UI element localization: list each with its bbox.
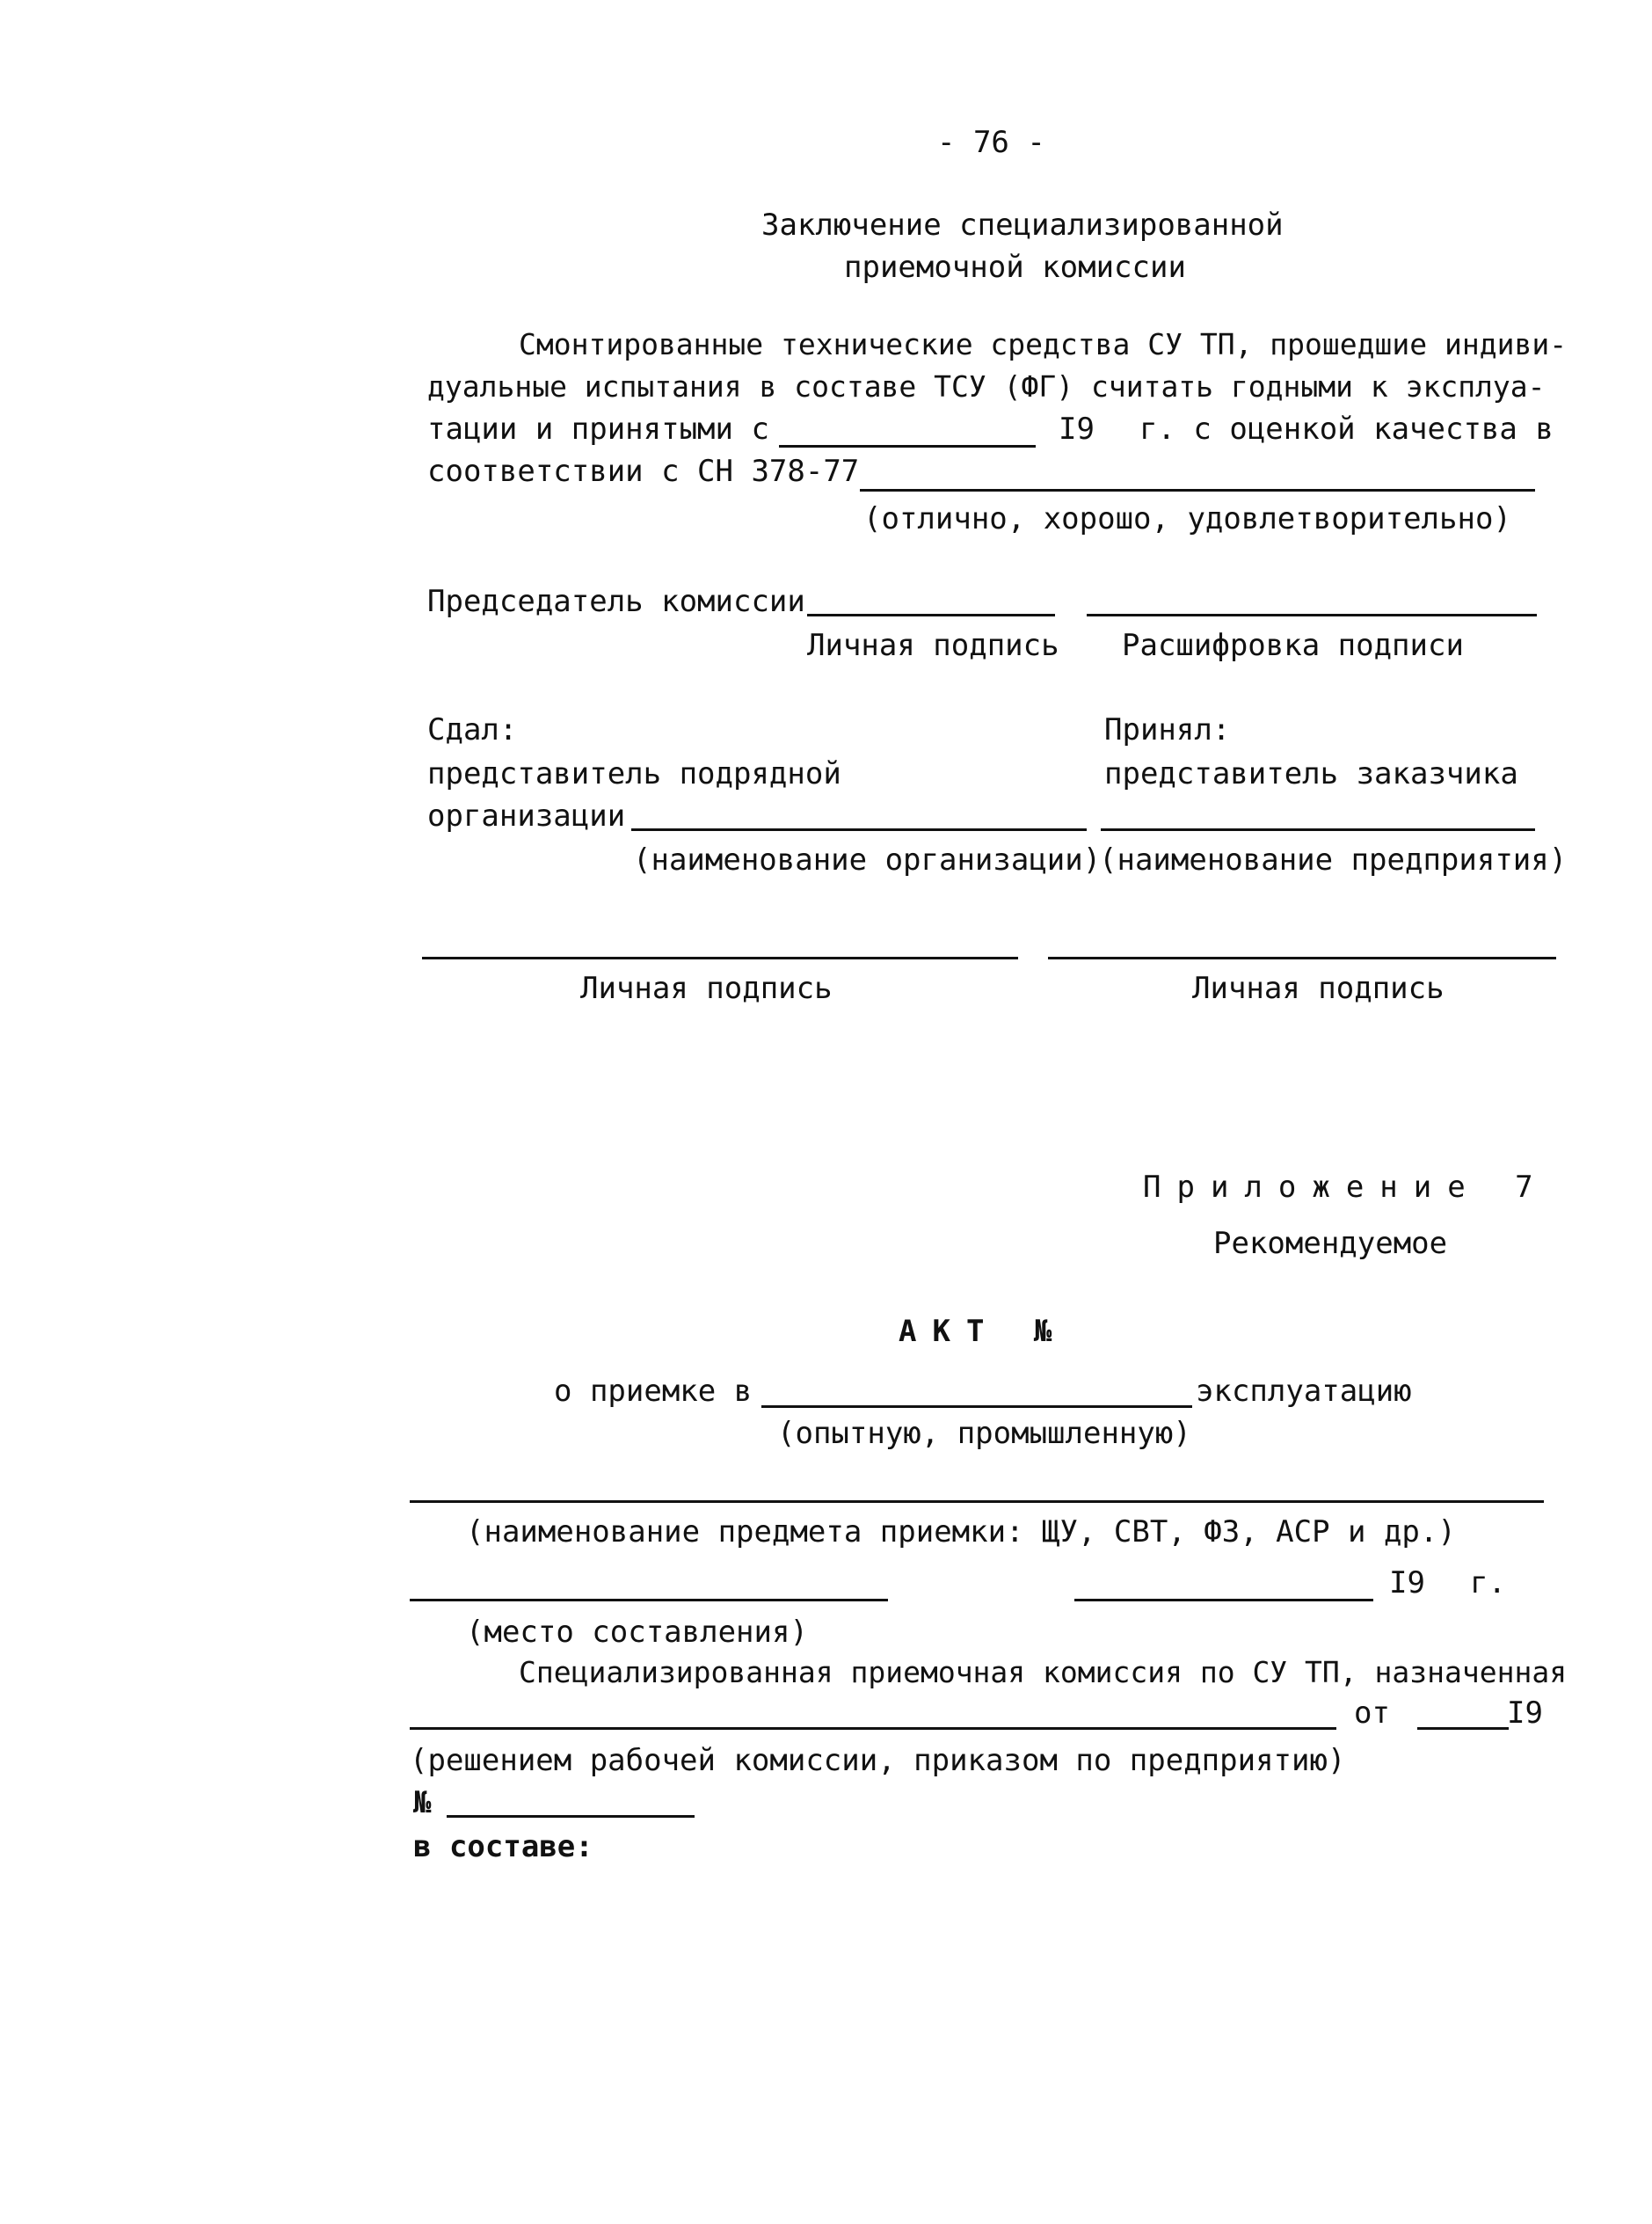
customer-label: представитель заказчика xyxy=(1104,756,1518,791)
conclusion-para-line3-end: г. с оценкой качества в xyxy=(1139,412,1554,447)
place-blank[interactable] xyxy=(410,1599,888,1601)
appendix-recommended: Рекомендуемое xyxy=(1213,1226,1448,1261)
act-year: I9 xyxy=(1389,1565,1425,1601)
left-signature-blank[interactable] xyxy=(422,957,1018,959)
conclusion-title-line2: приемочной комиссии xyxy=(844,250,1186,285)
chairman-name-blank[interactable] xyxy=(1087,614,1537,616)
operation-type-blank[interactable] xyxy=(761,1405,1192,1408)
contractor-line1: представитель подрядной xyxy=(427,756,841,791)
number-sign: № xyxy=(413,1785,432,1820)
order-number-blank[interactable] xyxy=(447,1815,695,1818)
conclusion-title-line1: Заключение специализированной xyxy=(761,208,1284,243)
conclusion-para-line3-year: I9 xyxy=(1059,412,1095,447)
chairman-personal-signature-caption: Личная подпись xyxy=(807,628,1059,663)
composition-label: в составе: xyxy=(413,1829,593,1864)
page-number: - 76 - xyxy=(937,125,1045,160)
contractor-line2: организации xyxy=(427,798,626,834)
chairman-signature-blank[interactable] xyxy=(807,614,1055,616)
from-date-blank[interactable] xyxy=(1417,1727,1509,1730)
left-personal-signature-caption: Личная подпись xyxy=(580,971,833,1006)
date-blank[interactable] xyxy=(1074,1599,1373,1601)
appendix-label: Приложение 7 xyxy=(1143,1170,1549,1205)
org-name-hint: (наименование организации) xyxy=(633,842,1102,878)
customer-enterprise-blank[interactable] xyxy=(1101,828,1535,831)
from-label: от xyxy=(1354,1695,1390,1731)
quality-rating-blank[interactable] xyxy=(860,489,1535,492)
acceptance-suffix: эксплуатацию xyxy=(1196,1374,1412,1409)
acceptance-subject-blank[interactable] xyxy=(410,1500,1544,1503)
acceptance-prefix: о приемке в xyxy=(554,1374,753,1409)
conclusion-para-line4: соответствии с СН 378-77 xyxy=(427,454,860,489)
chairman-signature-decoding-caption: Расшифровка подписи xyxy=(1122,628,1464,663)
rating-hint: (отлично, хорошо, удовлетворительно) xyxy=(863,501,1511,536)
act-title: АКТ № xyxy=(899,1314,1068,1349)
conclusion-para-line2: дуальные испытания в составе ТСУ (ФГ) считать годными к эксплуа- xyxy=(427,369,1546,404)
right-personal-signature-caption: Личная подпись xyxy=(1192,971,1445,1006)
appointment-blank[interactable] xyxy=(410,1727,1336,1730)
operation-type-hint: (опытную, промышленную) xyxy=(777,1416,1191,1451)
place-hint: (место составления) xyxy=(466,1615,808,1650)
from-year: I9 xyxy=(1507,1695,1543,1731)
acceptance-date-blank[interactable] xyxy=(779,445,1036,448)
conclusion-para-line3-start: тации и принятыми с xyxy=(427,412,769,447)
conclusion-para-line1: Смонтированные технические средства СУ ТП, прошедшие индиви- xyxy=(519,327,1568,361)
decision-hint: (решением рабочей комиссии, приказом по предприятию) xyxy=(410,1743,1346,1778)
handed-over-label: Сдал: xyxy=(427,712,518,747)
right-signature-blank[interactable] xyxy=(1048,957,1556,959)
subject-hint: (наименование предмета приемки: ЩУ, СВТ, ФЗ, АСР и др.) xyxy=(466,1514,1456,1550)
accepted-label: Принял: xyxy=(1104,712,1231,747)
contractor-org-blank[interactable] xyxy=(631,828,1087,831)
commission-line: Специализированная приемочная комиссия по СУ ТП, назначенная xyxy=(519,1655,1568,1689)
enterprise-name-hint: (наименование предприятия) xyxy=(1099,842,1568,878)
chairman-label: Председатель комиссии xyxy=(427,584,805,619)
act-year-suffix: г. xyxy=(1470,1565,1506,1601)
